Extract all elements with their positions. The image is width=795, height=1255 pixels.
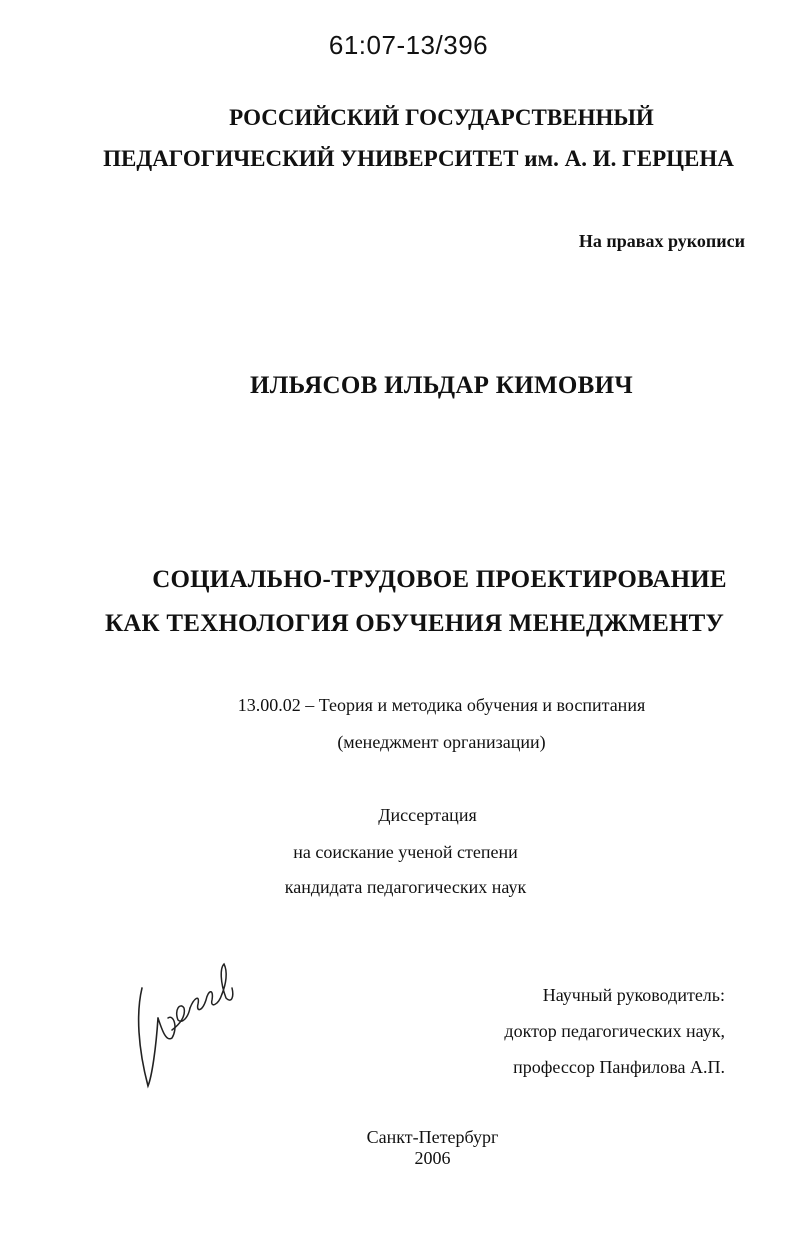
supervisor-name: профессор Панфилова А.П. [513, 1057, 725, 1077]
specialty-subfield: (менеджмент организации) [337, 732, 546, 752]
city: Санкт-Петербург [366, 1127, 499, 1147]
year: 2006 [414, 1148, 451, 1168]
archive-code: 61:07-13/396 [328, 30, 489, 60]
author-name: ИЛЬЯСОВ ИЛЬДАР КИМОВИЧ [250, 372, 633, 399]
institution-line-2: ПЕДАГОГИЧЕСКИЙ УНИВЕРСИТЕТ им. А. И. ГЕРЦЕНА [103, 146, 734, 171]
dissertation-title-line-2: КАК ТЕХНОЛОГИЯ ОБУЧЕНИЯ МЕНЕДЖМЕНТУ [104, 610, 725, 637]
dissertation-label: Диссертация [378, 805, 477, 825]
supervisor-label: Научный руководитель: [542, 985, 725, 1005]
manuscript-rights-note: На правах рукописи [578, 231, 745, 251]
dissertation-title-line-1: СОЦИАЛЬНО-ТРУДОВОЕ ПРОЕКТИРОВАНИЕ [152, 566, 727, 593]
institution-line-1: РОССИЙСКИЙ ГОСУДАРСТВЕННЫЙ [229, 105, 654, 130]
degree-purpose: на соискание ученой степени [293, 842, 518, 862]
handwritten-signature [128, 958, 238, 1093]
specialty-code: 13.00.02 – Теория и методика обучения и воспитания [237, 695, 646, 715]
supervisor-degree: доктор педагогических наук, [504, 1021, 725, 1041]
degree-name: кандидата педагогических наук [284, 877, 527, 897]
